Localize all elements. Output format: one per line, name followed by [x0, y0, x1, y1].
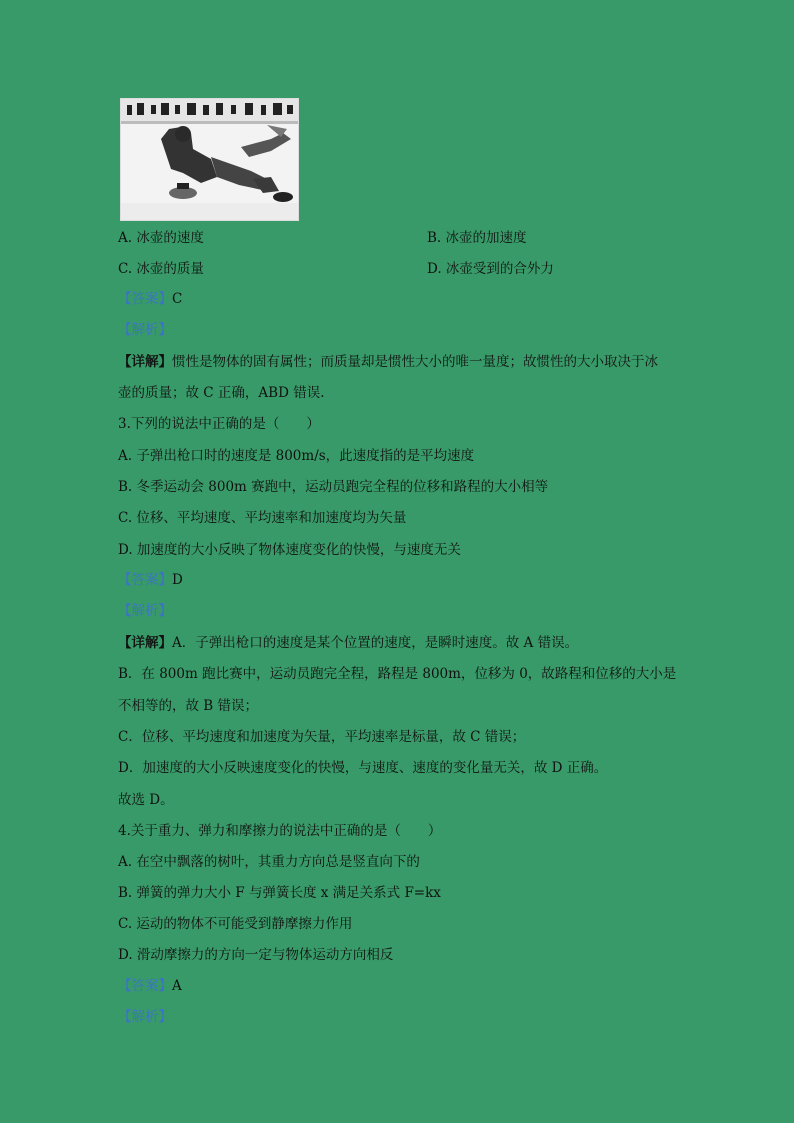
- curling-photo: [120, 98, 299, 221]
- q3-analysis: [118, 602, 172, 620]
- analysis-tag: 【解析】: [118, 603, 172, 619]
- q3-detail-d: D．加速度的大小反映速度变化的快慢，与速度、速度的变化量无关，故 D 正确。: [118, 760, 608, 776]
- curling-photo-image: [121, 99, 298, 220]
- q4-answer: [118, 977, 182, 995]
- analysis-tag: 【解析】: [118, 1009, 172, 1025]
- answer-tag: 【答案】: [118, 978, 172, 994]
- q2-option-c: C. 冰壶的质量: [118, 261, 204, 277]
- q2-detail-line2: 壶的质量；故 C 正确，ABD 错误.: [118, 385, 325, 401]
- q3-option-b: B. 冬季运动会 800m 赛跑中，运动员跑完全程的位移和路程的大小相等: [118, 479, 549, 495]
- q2-option-d: D. 冰壶受到的合外力: [427, 261, 554, 277]
- detail-tag: 【详解】: [118, 354, 172, 370]
- answer-value: C: [172, 291, 183, 307]
- q4-option-b: B. 弹簧的弹力大小 F 与弹簧长度 x 满足关系式 F=kx: [118, 885, 441, 901]
- q3-detail-a: [118, 634, 578, 652]
- answer-value: D: [172, 572, 183, 588]
- answer-tag: 【答案】: [118, 572, 172, 588]
- q3-detail-c: C．位移、平均速度和加速度为矢量，平均速率是标量，故 C 错误；: [118, 729, 526, 745]
- q3-stem: 3.下列的说法中正确的是（ ）: [118, 416, 320, 432]
- detail-tag: 【详解】: [118, 635, 172, 651]
- q2-option-a: A. 冰壶的速度: [118, 230, 204, 246]
- q3-answer: [118, 571, 183, 589]
- q3-option-d: D. 加速度的大小反映了物体速度变化的快慢，与速度无关: [118, 542, 461, 558]
- q2-analysis: [118, 321, 172, 339]
- analysis-tag: 【解析】: [118, 322, 172, 338]
- answer-tag: 【答案】: [118, 291, 172, 307]
- q4-option-a: A. 在空中飘落的树叶，其重力方向总是竖直向下的: [118, 854, 420, 870]
- q4-analysis: [118, 1008, 172, 1026]
- q3-detail-b2: 不相等的，故 B 错误；: [118, 698, 259, 714]
- q3-conclusion: 故选 D。: [118, 792, 174, 808]
- q3-detail-b1: B．在 800m 跑比赛中，运动员跑完全程，路程是 800m，位移为 0，故路程和位移的大小是: [118, 666, 677, 682]
- answer-value: A: [172, 978, 182, 994]
- detail-text: 惯性是物体的固有属性；而质量却是惯性大小的唯一量度；故惯性的大小取决于冰: [172, 354, 658, 370]
- q2-option-b: B. 冰壶的加速度: [427, 230, 527, 246]
- q3-option-a: A. 子弹出枪口时的速度是 800m/s，此速度指的是平均速度: [118, 448, 475, 464]
- q2-detail-line1: [118, 353, 658, 371]
- q3-option-c: C. 位移、平均速度、平均速率和加速度均为矢量: [118, 510, 407, 526]
- q2-answer: [118, 290, 182, 308]
- q4-stem: 4.关于重力、弹力和摩擦力的说法中正确的是（ ）: [118, 823, 442, 839]
- detail-text: A．子弹出枪口的速度是某个位置的速度，是瞬时速度。故 A 错误。: [172, 635, 579, 651]
- q4-option-d: D. 滑动摩擦力的方向一定与物体运动方向相反: [118, 947, 394, 963]
- q4-option-c: C. 运动的物体不可能受到静摩擦力作用: [118, 916, 353, 932]
